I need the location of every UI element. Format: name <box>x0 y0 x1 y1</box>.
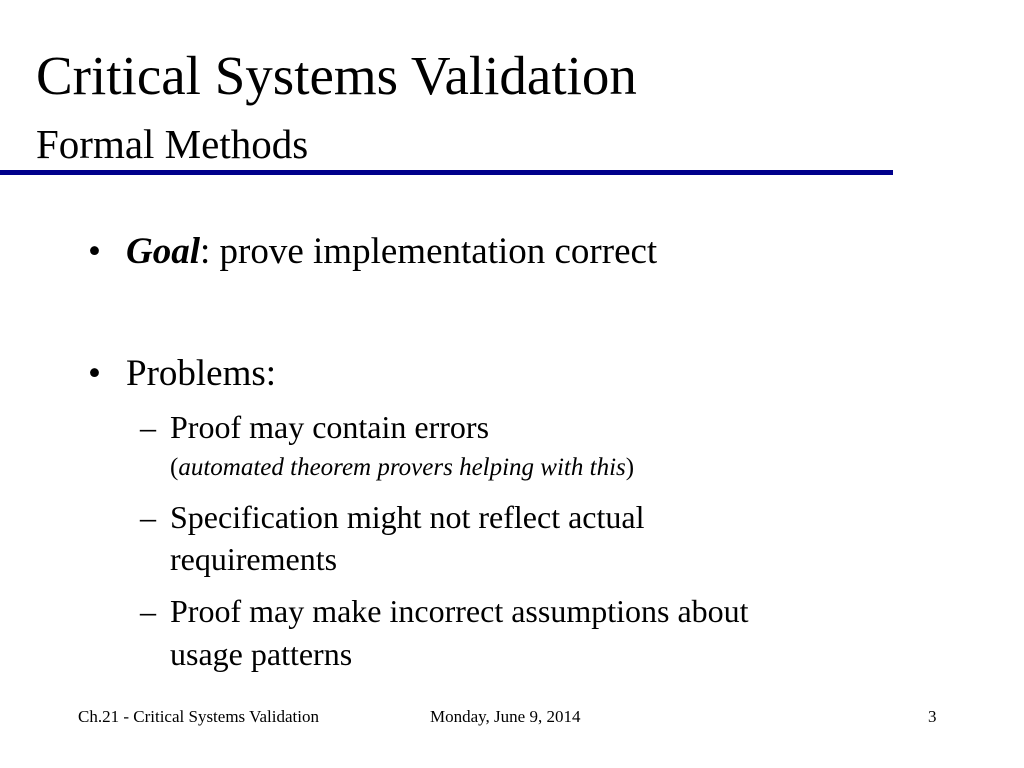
subbullet-marker: – <box>140 593 156 629</box>
footer-date: Monday, June 9, 2014 <box>430 707 581 726</box>
slide-title: Critical Systems Validation <box>36 45 637 106</box>
bullet-marker: • <box>88 353 101 394</box>
subbullet-note <box>170 455 634 480</box>
subbullet-continuation: usage patterns <box>170 636 353 672</box>
bullet-marker: • <box>88 231 101 272</box>
subbullet-text: Specification might not reflect actual <box>170 499 645 535</box>
footer-page-number: 3 <box>928 707 937 726</box>
subbullet-text: Proof may make incorrect assumptions about <box>170 593 749 629</box>
footer-chapter: Ch.21 - Critical Systems Validation <box>78 707 319 726</box>
subbullet-marker: – <box>140 409 156 445</box>
subbullet-marker: – <box>140 499 156 535</box>
subbullet-text: Proof may contain errors <box>170 409 490 445</box>
bullet-text <box>126 233 657 270</box>
slide-subtitle: Formal Methods <box>36 121 309 167</box>
note-close-paren: ) <box>625 454 635 481</box>
goal-colon: : <box>200 231 211 272</box>
goal-label: Goal <box>126 231 200 272</box>
goal-text: prove implementation correct <box>210 231 658 272</box>
note-open-paren: ( <box>170 454 179 481</box>
subbullet-continuation: requirements <box>170 541 338 577</box>
note-text: automated theorem provers helping with this <box>178 454 626 481</box>
bullet-text: Problems: <box>126 353 277 394</box>
